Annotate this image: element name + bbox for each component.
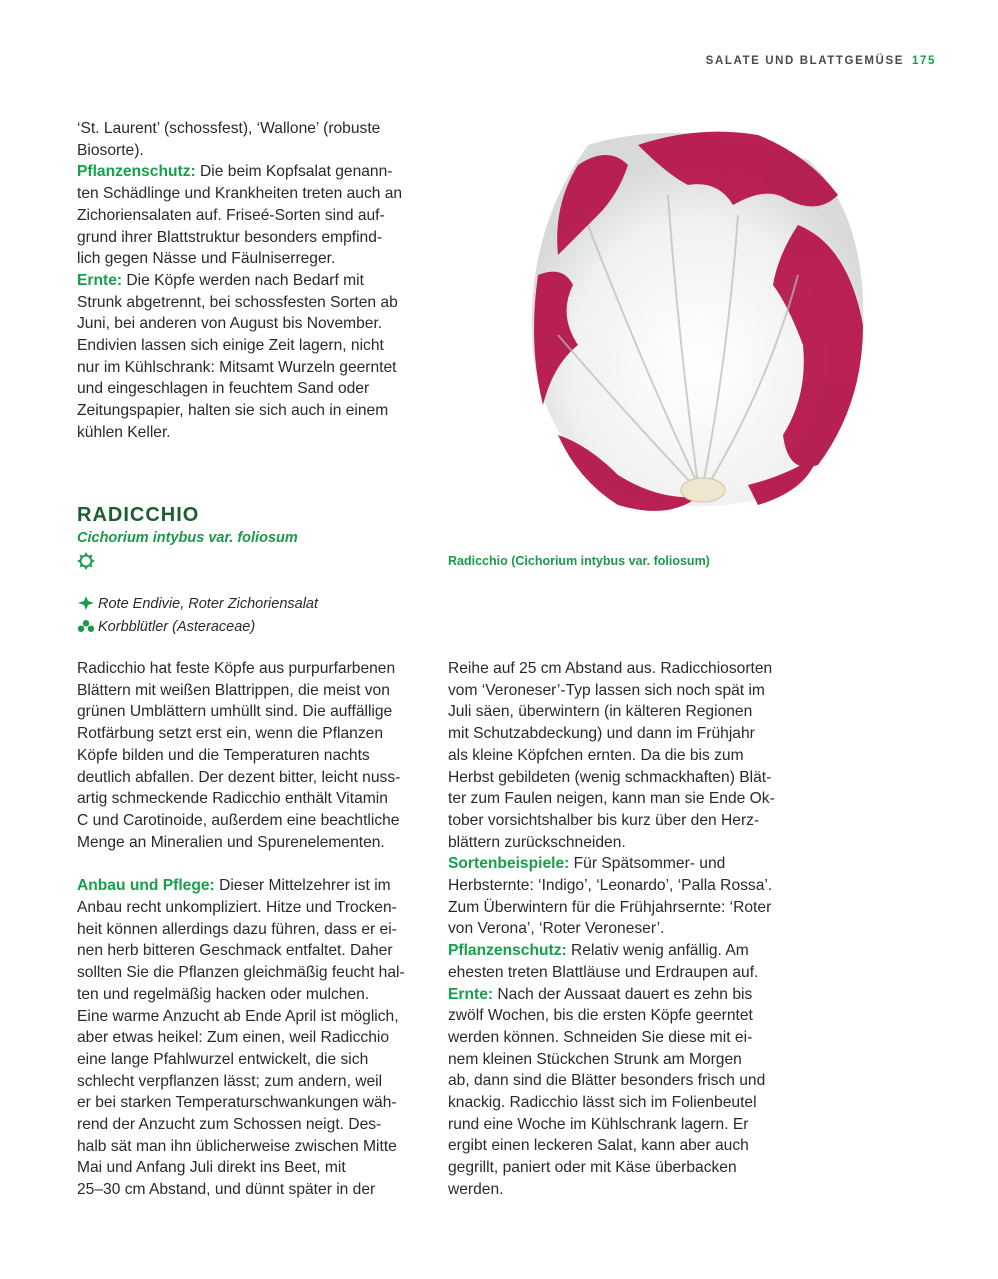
line-text: Köpfe bilden und die Temperaturen nachts	[77, 746, 370, 764]
text-line	[77, 1136, 427, 1158]
text-line	[448, 853, 798, 875]
left-text-column	[77, 658, 427, 1201]
line-text: zwölf Wochen, bis die ersten Köpfe geerntet	[448, 1007, 753, 1025]
entry-title: RADICCHIO	[77, 504, 200, 526]
line-text: Endivien lassen sich einige Zeit lagern, nicht	[77, 337, 384, 355]
line-text: ergibt einen leckeren Salat, kann aber auch	[448, 1137, 749, 1155]
text-line	[448, 810, 798, 832]
line-text: sollten Sie die Pflanzen gleichmäßig feucht hal-	[77, 964, 405, 982]
line-text: tober vorsichtshalber bis kurz über den Herz-	[448, 811, 760, 829]
text-line	[77, 745, 427, 767]
text-line	[448, 1070, 798, 1092]
section-keyword: Pflanzenschutz:	[77, 163, 196, 181]
line-text: ‘St. Laurent’ (schossfest), ‘Wallone’ (robuste	[77, 120, 381, 137]
line-text: Juli säen, überwintern (in kälteren Regionen	[448, 703, 753, 721]
section-keyword: Sortenbeispiele:	[448, 855, 570, 873]
line-text: knackig. Radicchio lässt sich im Folienbeutel	[448, 1094, 757, 1112]
text-line	[448, 1092, 798, 1114]
text-line	[448, 745, 798, 767]
running-header	[706, 55, 936, 67]
text-line	[448, 1114, 798, 1136]
line-text: nen herb bitteren Geschmack entfaltet. Daher	[77, 942, 393, 960]
text-line	[77, 400, 427, 422]
line-text: Zichoriensalaten auf. Friseé-Sorten sind auf-	[77, 206, 385, 224]
text-line	[77, 227, 427, 249]
line-text: mit Schutzabdeckung) und dann im Frühjahr	[448, 725, 755, 743]
text-line	[77, 1071, 427, 1093]
line-text: Reihe auf 25 cm Abstand aus. Radicchiosorten	[448, 660, 773, 677]
text-line	[77, 183, 427, 205]
text-line	[448, 788, 798, 810]
text-line	[448, 723, 798, 745]
synonyms-line	[77, 596, 318, 612]
plant-family: Korbblütler (Asteraceae)	[98, 619, 256, 635]
line-text: Für Spätsommer- und	[569, 855, 726, 873]
text-line	[77, 270, 427, 292]
text-line	[77, 140, 427, 162]
line-text: rund eine Woche im Kühlschrank lagern. Er	[448, 1115, 749, 1133]
line-text: lich gegen Nässe und Fäulniserreger.	[77, 250, 336, 268]
line-text: als kleine Köpfchen ernten. Da die bis zum	[448, 746, 744, 764]
line-text: nur im Kühlschrank: Mitsamt Wurzeln geerntet	[77, 358, 397, 376]
text-line	[448, 658, 798, 680]
line-text: 25–30 cm Abstand, und dünnt später in der	[77, 1181, 376, 1199]
line-text: Mai und Anfang Juli direkt ins Beet, mit	[77, 1159, 346, 1177]
text-line	[77, 205, 427, 227]
stem-base	[681, 478, 725, 502]
line-text: Die Köpfe werden nach Bedarf mit	[122, 271, 364, 289]
line-text: eine lange Pfahlwurzel entwickelt, die sich	[77, 1050, 369, 1068]
text-line	[448, 1027, 798, 1049]
line-text: Relativ wenig anfällig. Am	[566, 942, 749, 960]
line-text: Biosorte).	[77, 141, 144, 159]
text-line	[448, 940, 798, 962]
line-text: ten Schädlinge und Krankheiten treten auch an	[77, 185, 403, 203]
text-line	[448, 680, 798, 702]
text-line	[77, 767, 427, 789]
text-line	[77, 1092, 427, 1114]
line-text: grünen Umblättern umhüllt sind. Die auffällige	[77, 703, 393, 721]
line-text: aber etwas heikel: Zum einen, weil Radicchio	[77, 1029, 390, 1047]
line-text: Zeitungspapier, halten sie sich auch in einem	[77, 402, 389, 420]
line-text: er bei starken Temperaturschwankungen wäh-	[77, 1094, 397, 1112]
page-number: 175	[912, 55, 936, 67]
sun-icon	[77, 552, 95, 570]
line-text: C und Carotinoide, außerdem eine beachtliche	[77, 811, 400, 829]
line-text: Menge an Mineralien und Spurenelementen.	[77, 833, 385, 851]
text-line	[448, 701, 798, 723]
line-text: ehesten treten Blattläuse und Erdraupen auf.	[448, 963, 759, 981]
text-line	[77, 248, 427, 270]
line-text: von Verona’, ‘Roter Veroneser’.	[448, 920, 665, 938]
top-text-column	[77, 118, 427, 444]
text-line	[77, 788, 427, 810]
text-line	[77, 1049, 427, 1071]
text-line	[77, 984, 427, 1006]
line-text: artig schmeckende Radicchio enthält Vitamin	[77, 790, 388, 808]
line-text: gegrillt, paniert oder mit Käse überbacken	[448, 1159, 737, 1177]
line-text: Dieser Mittelzehrer ist im	[214, 877, 391, 895]
line-text: nem kleinen Stückchen Strunk am Morgen	[448, 1050, 742, 1068]
text-line	[77, 422, 427, 444]
line-text: Anbau recht unkompliziert. Hitze und Trocken-	[77, 899, 397, 917]
paragraph-gap	[77, 853, 427, 875]
line-text: werden können. Schneiden Sie diese mit ei-	[448, 1028, 753, 1046]
text-line	[77, 313, 427, 335]
line-text: Herbst gebildeten (wenig schmackhaften) Blät-	[448, 768, 772, 786]
text-line	[77, 378, 427, 400]
text-line	[448, 767, 798, 789]
text-line	[448, 984, 798, 1006]
synonyms: Rote Endivie, Roter Zichoriensalat	[98, 596, 319, 612]
right-text-column	[448, 658, 798, 1201]
line-text: deutlich abfallen. Der dezent bitter, leicht nuss-	[77, 768, 401, 786]
line-text: ten und regelmäßig hacken oder mulchen.	[77, 985, 370, 1003]
text-line	[77, 658, 427, 680]
three-dots-cluster-icon	[77, 619, 95, 633]
text-line	[448, 1179, 798, 1201]
line-text: blättern zurückschneiden.	[448, 833, 626, 851]
line-text: halb sät man ihn üblicherweise zwischen Mitte	[77, 1137, 397, 1155]
text-line	[77, 919, 427, 941]
line-text: Zum Überwintern für die Frühjahrsernte: ‘Roter	[448, 898, 772, 916]
text-line	[77, 940, 427, 962]
text-line	[448, 875, 798, 897]
text-line	[77, 1179, 427, 1201]
text-line	[77, 832, 427, 854]
family-line	[77, 619, 255, 635]
text-line	[77, 723, 427, 745]
text-line	[77, 118, 427, 140]
line-text: schlecht verpflanzen lässt; zum andern, weil	[77, 1072, 383, 1090]
text-line	[77, 962, 427, 984]
text-line	[448, 832, 798, 854]
text-line	[77, 701, 427, 723]
section-keyword: Ernte:	[77, 271, 123, 289]
text-line	[77, 1157, 427, 1179]
text-line	[77, 1006, 427, 1028]
line-text: Die beim Kopfsalat genann-	[195, 163, 393, 181]
text-line	[77, 161, 427, 183]
text-line	[77, 335, 427, 357]
section-title: SALATE UND BLATTGEMÜSE	[705, 55, 904, 67]
line-text: grund ihrer Blattstruktur besonders empfind-	[77, 228, 383, 246]
figure-caption: Radicchio (Cichorium intybus var. foliosum)	[448, 554, 710, 568]
line-text: Blättern mit weißen Blattrippen, die meist von	[77, 681, 390, 699]
section-keyword: Anbau und Pflege:	[77, 877, 215, 895]
line-text: Herbsternte: ‘Indigo’, ‘Leonardo’, ‘Palla Rossa’.	[448, 877, 773, 895]
text-line	[77, 810, 427, 832]
line-text: heit können allerdings dazu führen, dass er ei-	[77, 920, 397, 938]
text-line	[448, 1135, 798, 1157]
line-text: Rotfärbung setzt erst ein, wenn die Pflanzen	[77, 725, 383, 743]
text-line	[77, 680, 427, 702]
line-text: rend der Anzucht zum Schossen neigt. Des-	[77, 1116, 382, 1134]
text-line	[448, 1157, 798, 1179]
text-line	[448, 1049, 798, 1071]
text-line	[77, 1114, 427, 1136]
line-text: Eine warme Anzucht ab Ende April ist möglich,	[77, 1007, 399, 1025]
text-line	[77, 897, 427, 919]
line-text: ter zum Faulen neigen, kann man sie Ende Ok-	[448, 790, 775, 808]
line-text: Nach der Aussaat dauert es zehn bis	[493, 985, 753, 1003]
section-keyword: Ernte:	[448, 985, 494, 1003]
line-text: Strunk abgetrennt, bei schossfesten Sorten ab	[77, 293, 398, 311]
text-line	[77, 875, 427, 897]
text-line	[448, 1005, 798, 1027]
text-line	[448, 918, 798, 940]
four-point-star-icon	[77, 596, 95, 610]
section-keyword: Pflanzenschutz:	[448, 942, 567, 960]
line-text: Radicchio hat feste Köpfe aus purpurfarbenen	[77, 660, 396, 677]
line-text: ab, dann sind die Blätter besonders frisch und	[448, 1072, 766, 1090]
text-line	[448, 897, 798, 919]
line-text: werden.	[448, 1180, 504, 1198]
text-line	[448, 962, 798, 984]
radicchio-illustration	[518, 105, 878, 525]
line-text: kühlen Keller.	[77, 423, 171, 441]
latin-name: Cichorium intybus var. foliosum	[77, 530, 298, 546]
text-line	[77, 1027, 427, 1049]
text-line	[77, 292, 427, 314]
line-text: Juni, bei anderen von August bis November.	[77, 315, 383, 333]
text-line	[77, 357, 427, 379]
line-text: und eingeschlagen in feuchtem Sand oder	[77, 380, 370, 398]
line-text: vom ‘Veroneser’-Typ lassen sich noch spät im	[448, 681, 765, 699]
